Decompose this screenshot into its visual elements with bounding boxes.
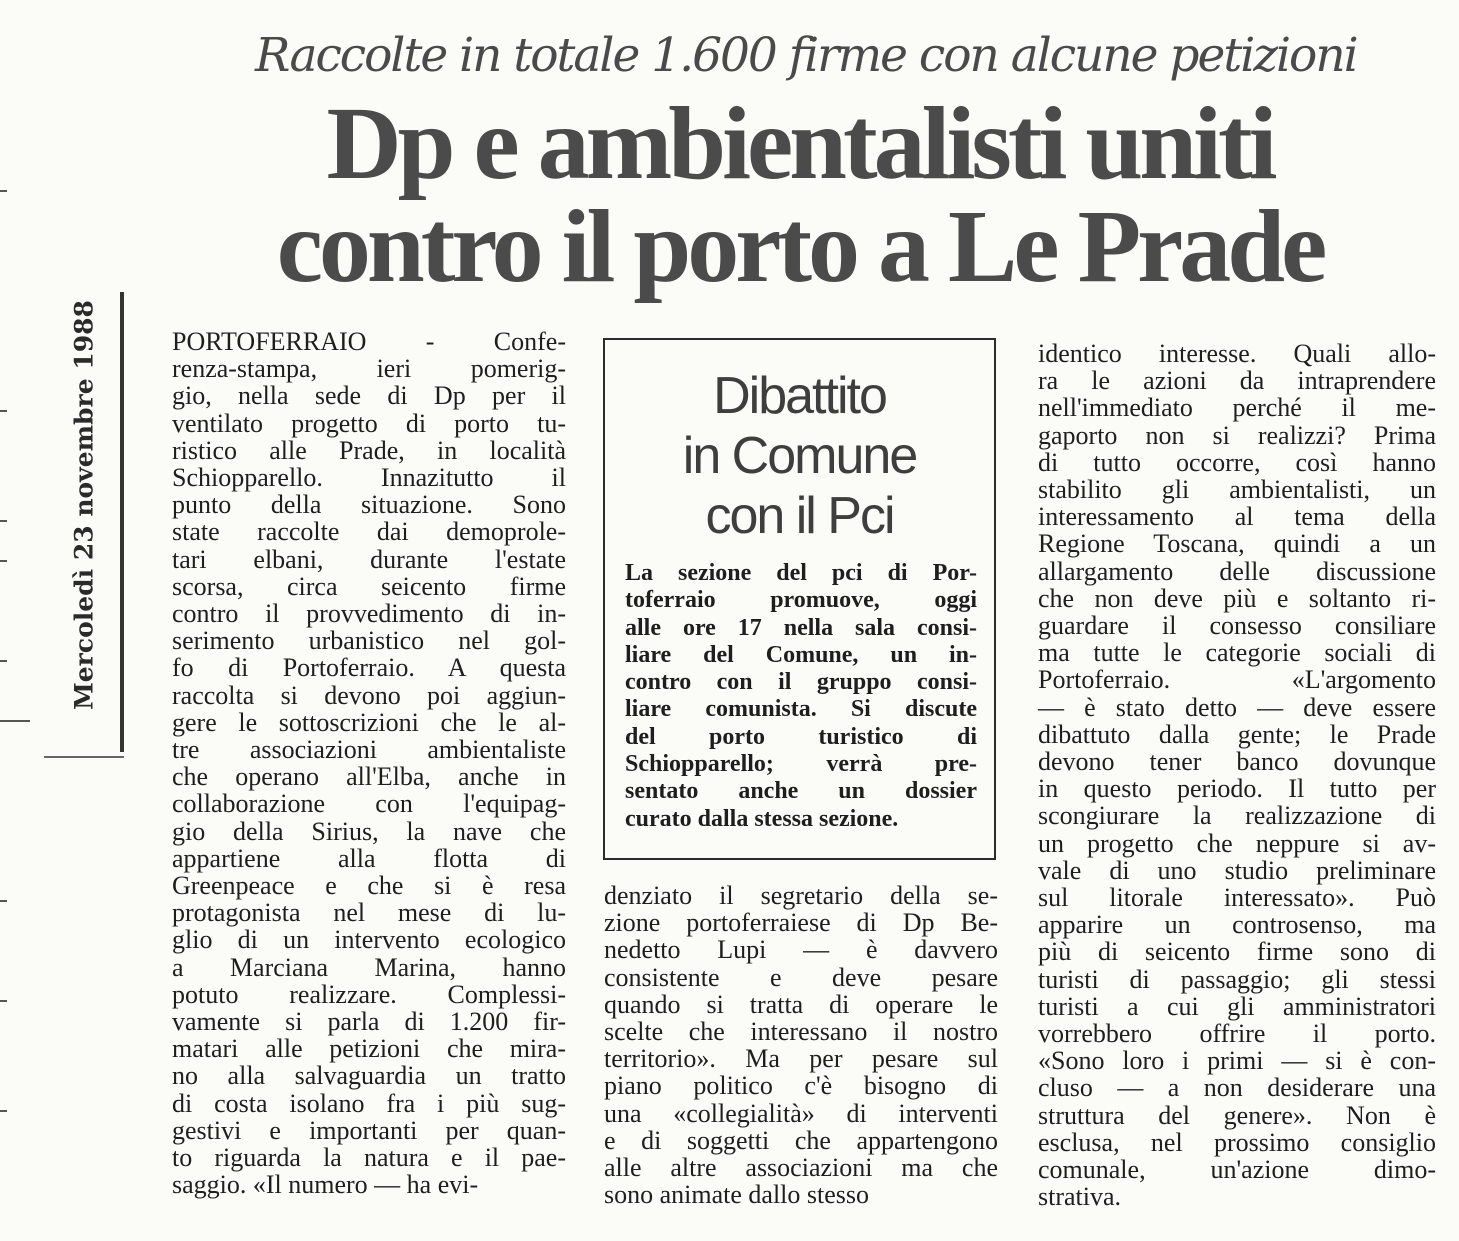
text-line: del porto turistico di bbox=[625, 723, 977, 750]
sidebar-box bbox=[603, 338, 996, 860]
text-line: no alla salvaguardia un tratto bbox=[172, 1061, 566, 1091]
text-line: ra le azioni da intraprendere bbox=[1038, 366, 1436, 396]
dateline-rule bbox=[120, 292, 124, 752]
text-line: curato dalla stessa sezione. bbox=[625, 805, 899, 832]
text-line: in questo periodo. Il tutto per bbox=[1038, 774, 1436, 804]
text-line: quando si tratta di operare le bbox=[604, 989, 998, 1019]
text-line: renza-stampa, ieri pomerig- bbox=[172, 354, 566, 384]
text-line: — è stato detto — deve essere bbox=[1038, 692, 1436, 722]
text-line: La sezione del pci di Por- bbox=[625, 560, 977, 586]
text-line: liare del Comune, un in- bbox=[625, 641, 977, 668]
headline-line: contro il porto a Le Prade bbox=[276, 189, 1324, 304]
text-line: devono tener banco dovunque bbox=[1038, 747, 1436, 777]
text-line: liare comunista. Si discute bbox=[625, 696, 977, 723]
text-line: Schiopparello; verrà pre- bbox=[625, 751, 977, 778]
kicker: Raccolte in totale 1.600 firme con alcune petizioni bbox=[255, 28, 1357, 83]
text-line: territorio». Ma per pesare sul bbox=[604, 1044, 998, 1074]
text-line: contro il provvedimento di in- bbox=[172, 599, 566, 629]
text-line: protagonista nel mese di lu- bbox=[172, 898, 566, 928]
text-line: contro con il gruppo consi- bbox=[625, 669, 977, 696]
margin-mark bbox=[0, 1110, 7, 1112]
text-line: Greenpeace e che si è resa bbox=[172, 871, 566, 901]
text-line: serimento urbanistico nel gol- bbox=[172, 626, 566, 656]
text-line: più di seicento firme sono di bbox=[1038, 937, 1436, 967]
text-line: sentato anche un dossier bbox=[625, 778, 977, 805]
margin-mark bbox=[0, 900, 7, 902]
text-line: gio della Sirius, la nave che bbox=[172, 816, 566, 846]
text-line: che non deve più e soltanto ri- bbox=[1038, 583, 1436, 613]
text-line: allargamento delle discussione bbox=[1038, 556, 1436, 586]
text-line: punto della situazione. Sono bbox=[172, 490, 566, 520]
sidebar-title-line: Dibattito bbox=[713, 367, 886, 425]
dateline-underline bbox=[44, 756, 124, 758]
text-line: esclusa, nel prossimo consiglio bbox=[1038, 1127, 1436, 1157]
article-column-right bbox=[1038, 340, 1436, 1211]
text-line: vale di uno studio preliminare bbox=[1038, 855, 1436, 885]
text-line: struttura del genere». Non è bbox=[1038, 1100, 1436, 1130]
text-line: ristico alle Prade, in località bbox=[172, 435, 566, 465]
text-line: sono animate dallo stesso bbox=[604, 1180, 870, 1210]
text-line: fo di Portoferraio. A questa bbox=[172, 653, 566, 683]
sidebar-title-line: con il Pci bbox=[705, 487, 894, 545]
margin-mark bbox=[0, 190, 7, 192]
text-line: nell'immediato perché il me- bbox=[1038, 393, 1436, 423]
text-line: Regione Toscana, quindi a un bbox=[1038, 529, 1436, 559]
article-column-left bbox=[172, 328, 566, 1199]
text-line: Portoferraio. «L'argomento bbox=[1038, 665, 1436, 695]
text-line: zione portoferraiese di Dp Be- bbox=[604, 908, 998, 938]
text-line: guardare il consesso consiliare bbox=[1038, 611, 1436, 641]
text-line: saggio. «Il numero — ha evi- bbox=[172, 1170, 479, 1200]
margin-mark bbox=[0, 560, 7, 562]
text-line: turisti a cui gli amministratori bbox=[1038, 991, 1436, 1021]
article-column-middle bbox=[604, 882, 998, 1208]
text-line: stabilito gli ambientalisti, un bbox=[1038, 475, 1436, 505]
text-line: un progetto che neppure si av- bbox=[1038, 828, 1436, 858]
text-line: gestivi e importanti per quan- bbox=[172, 1115, 566, 1145]
text-line: gio, nella sede di Dp per il bbox=[172, 381, 566, 411]
text-line: a Marciana Marina, hanno bbox=[172, 952, 566, 982]
text-line: una «collegialità» di interventi bbox=[604, 1098, 998, 1128]
text-line: «Sono loro i primi — si è con- bbox=[1038, 1046, 1436, 1076]
text-line: turisti di passaggio; gli stessi bbox=[1038, 964, 1436, 994]
headline-line: Dp e ambientalisti uniti bbox=[326, 86, 1274, 201]
text-line: vamente si parla di 1.200 fir- bbox=[172, 1007, 566, 1037]
margin-mark bbox=[0, 410, 7, 412]
text-line: di tutto occorre, così hanno bbox=[1038, 447, 1436, 477]
text-line: state raccolte dai demoprole- bbox=[172, 517, 566, 547]
sidebar-box-body bbox=[625, 560, 977, 833]
text-line: di costa isolano fra i più sug- bbox=[172, 1088, 566, 1118]
text-line: appartiene alla flotta di bbox=[172, 843, 566, 873]
text-line: cluso — a non desiderare una bbox=[1038, 1073, 1436, 1103]
text-line: tre associazioni ambientaliste bbox=[172, 735, 566, 765]
text-line: sul litorale interessato». Può bbox=[1038, 883, 1436, 913]
text-line: PORTOFERRAIO - Confe- bbox=[172, 327, 566, 356]
sidebar-box-title bbox=[605, 366, 994, 546]
text-line: scorsa, circa seicento firme bbox=[172, 571, 566, 601]
text-line: to riguarda la natura e il pae- bbox=[172, 1143, 566, 1173]
text-line: e di soggetti che appartengono bbox=[604, 1125, 998, 1155]
text-line: glio di un intervento ecologico bbox=[172, 925, 566, 955]
text-line: strativa. bbox=[1038, 1182, 1122, 1212]
dateline: Mercoledì 23 novembre 1988 bbox=[69, 300, 99, 710]
text-line: piano politico c'è bisogno di bbox=[604, 1071, 998, 1101]
text-line: ventilato progetto di porto tu- bbox=[172, 408, 566, 438]
text-line: toferraio promuove, oggi bbox=[625, 587, 977, 614]
margin-mark bbox=[0, 660, 7, 662]
text-line: raccolta si devono poi aggiun- bbox=[172, 680, 566, 710]
text-line: potuto realizzare. Complessi- bbox=[172, 979, 566, 1009]
text-line: alle ore 17 nella sala consi- bbox=[625, 614, 977, 641]
text-line: consistente e deve pesare bbox=[604, 962, 998, 992]
sidebar-title-line: in Comune bbox=[682, 427, 917, 485]
margin-mark bbox=[0, 720, 30, 722]
text-line: ma tutte le categorie sociali di bbox=[1038, 638, 1436, 668]
text-line: alle altre associazioni ma che bbox=[604, 1153, 998, 1183]
text-line: apparire un controsenso, ma bbox=[1038, 910, 1436, 940]
text-line: nedetto Lupi — è davvero bbox=[604, 935, 998, 965]
margin-mark bbox=[0, 1000, 7, 1002]
text-line: dibattuto dalla gente; le Prade bbox=[1038, 719, 1436, 749]
text-line: tari elbani, durante l'estate bbox=[172, 544, 566, 574]
text-line: che operano all'Elba, anche in bbox=[172, 762, 566, 792]
text-line: identico interesse. Quali allo- bbox=[1038, 339, 1436, 368]
text-line: scongiurare la realizzazione di bbox=[1038, 801, 1436, 831]
text-line: comunale, un'azione dimo- bbox=[1038, 1155, 1436, 1185]
text-line: gere le sottoscrizioni che le al- bbox=[172, 707, 566, 737]
text-line: vorrebbero offrire il porto. bbox=[1038, 1019, 1436, 1049]
text-line: Schiopparello. Innazitutto il bbox=[172, 463, 566, 493]
text-line: denziato il segretario della se- bbox=[604, 881, 998, 910]
text-line: collaborazione con l'equipag- bbox=[172, 789, 566, 819]
margin-mark bbox=[0, 520, 7, 522]
headline bbox=[210, 86, 1390, 304]
text-line: interessamento al tema della bbox=[1038, 502, 1436, 532]
text-line: scelte che interessano il nostro bbox=[604, 1017, 998, 1047]
text-line: matari alle petizioni che mira- bbox=[172, 1034, 566, 1064]
text-line: gaporto non si realizzi? Prima bbox=[1038, 420, 1436, 450]
